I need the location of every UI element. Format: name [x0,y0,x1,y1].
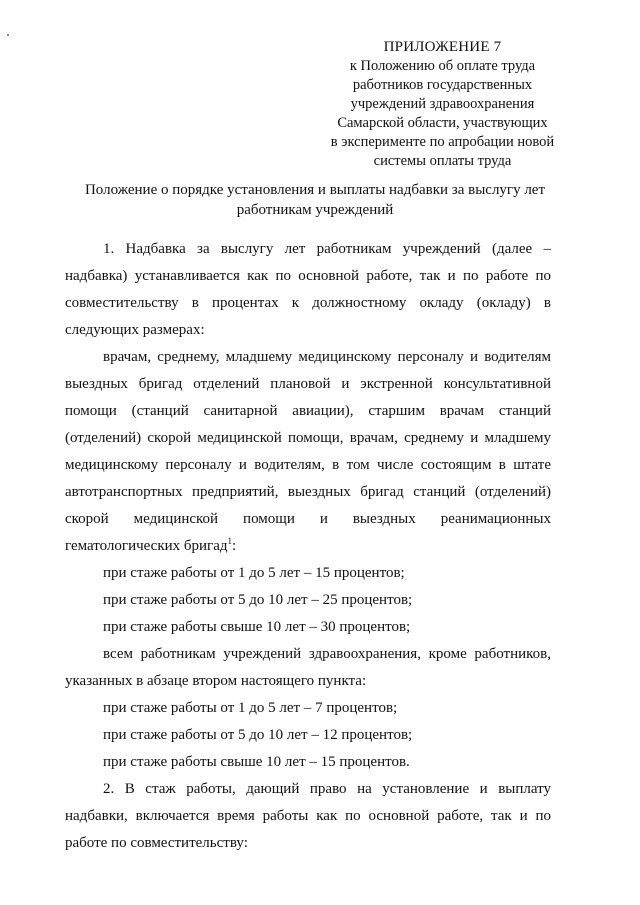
paragraph-2-tail-text: гематологических бригад [65,538,228,554]
annex-line: работников государственных [352,77,533,93]
paragraph-1: 1. Надбавка за выслугу лет работникам учреждений (далее – надбавка) устанавливается как по основной работе, так и по работе по совместительству в процентах к должностному окладу (окладу) в следующих размерах: [65,241,551,338]
paragraph-3: всем работникам учреждений здравоохранения, кроме работников, указанных в абзаце втором настоящего пункта: [65,646,551,689]
list-item: при стаже работы от 5 до 10 лет – 12 процентов; [103,727,413,743]
document-title [60,180,570,220]
annex-line: учреждений здравоохранения [350,96,535,112]
list-item: при стаже работы свыше 10 лет – 30 процентов; [103,619,411,635]
document-title-line: работникам учреждений [236,202,394,218]
paragraph-2-end: : [232,538,237,554]
annex-header [300,38,585,171]
footnote-ref: 1 [227,536,232,546]
document-body [65,236,551,857]
annex-title: ПРИЛОЖЕНИЕ 7 [383,39,502,55]
annex-line: Самарской области, участвующих [337,115,548,131]
annex-line: в эксперименте по апробации новой [330,134,555,150]
paragraph-2-tail [65,533,551,560]
list-item: при стаже работы от 1 до 5 лет – 7 процентов; [103,700,398,716]
list-item: при стаже работы от 1 до 5 лет – 15 процентов; [103,565,405,581]
list-item: при стаже работы свыше 10 лет – 15 процентов. [103,754,410,770]
document-title-line: Положение о порядке установления и выплаты надбавки за выслугу лет [84,182,546,198]
paragraph-2: врачам, среднему, младшему медицинскому персоналу и водителям выездных бригад отделений плановой и экстренной консультативной помощи (станций санитарной авиации), старшим врачам станций (отделений) скорой медицинской помощи, врачам, среднему и младшему медицинскому персоналу и водителям, в том числе состоящим в штате автотранспортных предприятий, выездных бригад станций (отделений) скорой медицинской помощи и выездных реанимационных [65,349,551,527]
list-item: при стаже работы от 5 до 10 лет – 25 процентов; [103,592,413,608]
paragraph-4: 2. В стаж работы, дающий право на установление и выплату надбавки, включается время работы как по основной работе, так и по работе по совместительству: [65,781,551,851]
annex-line: к Положению об оплате труда [349,58,536,74]
scan-artifact [7,34,9,36]
annex-line: системы оплаты труда [373,153,512,169]
